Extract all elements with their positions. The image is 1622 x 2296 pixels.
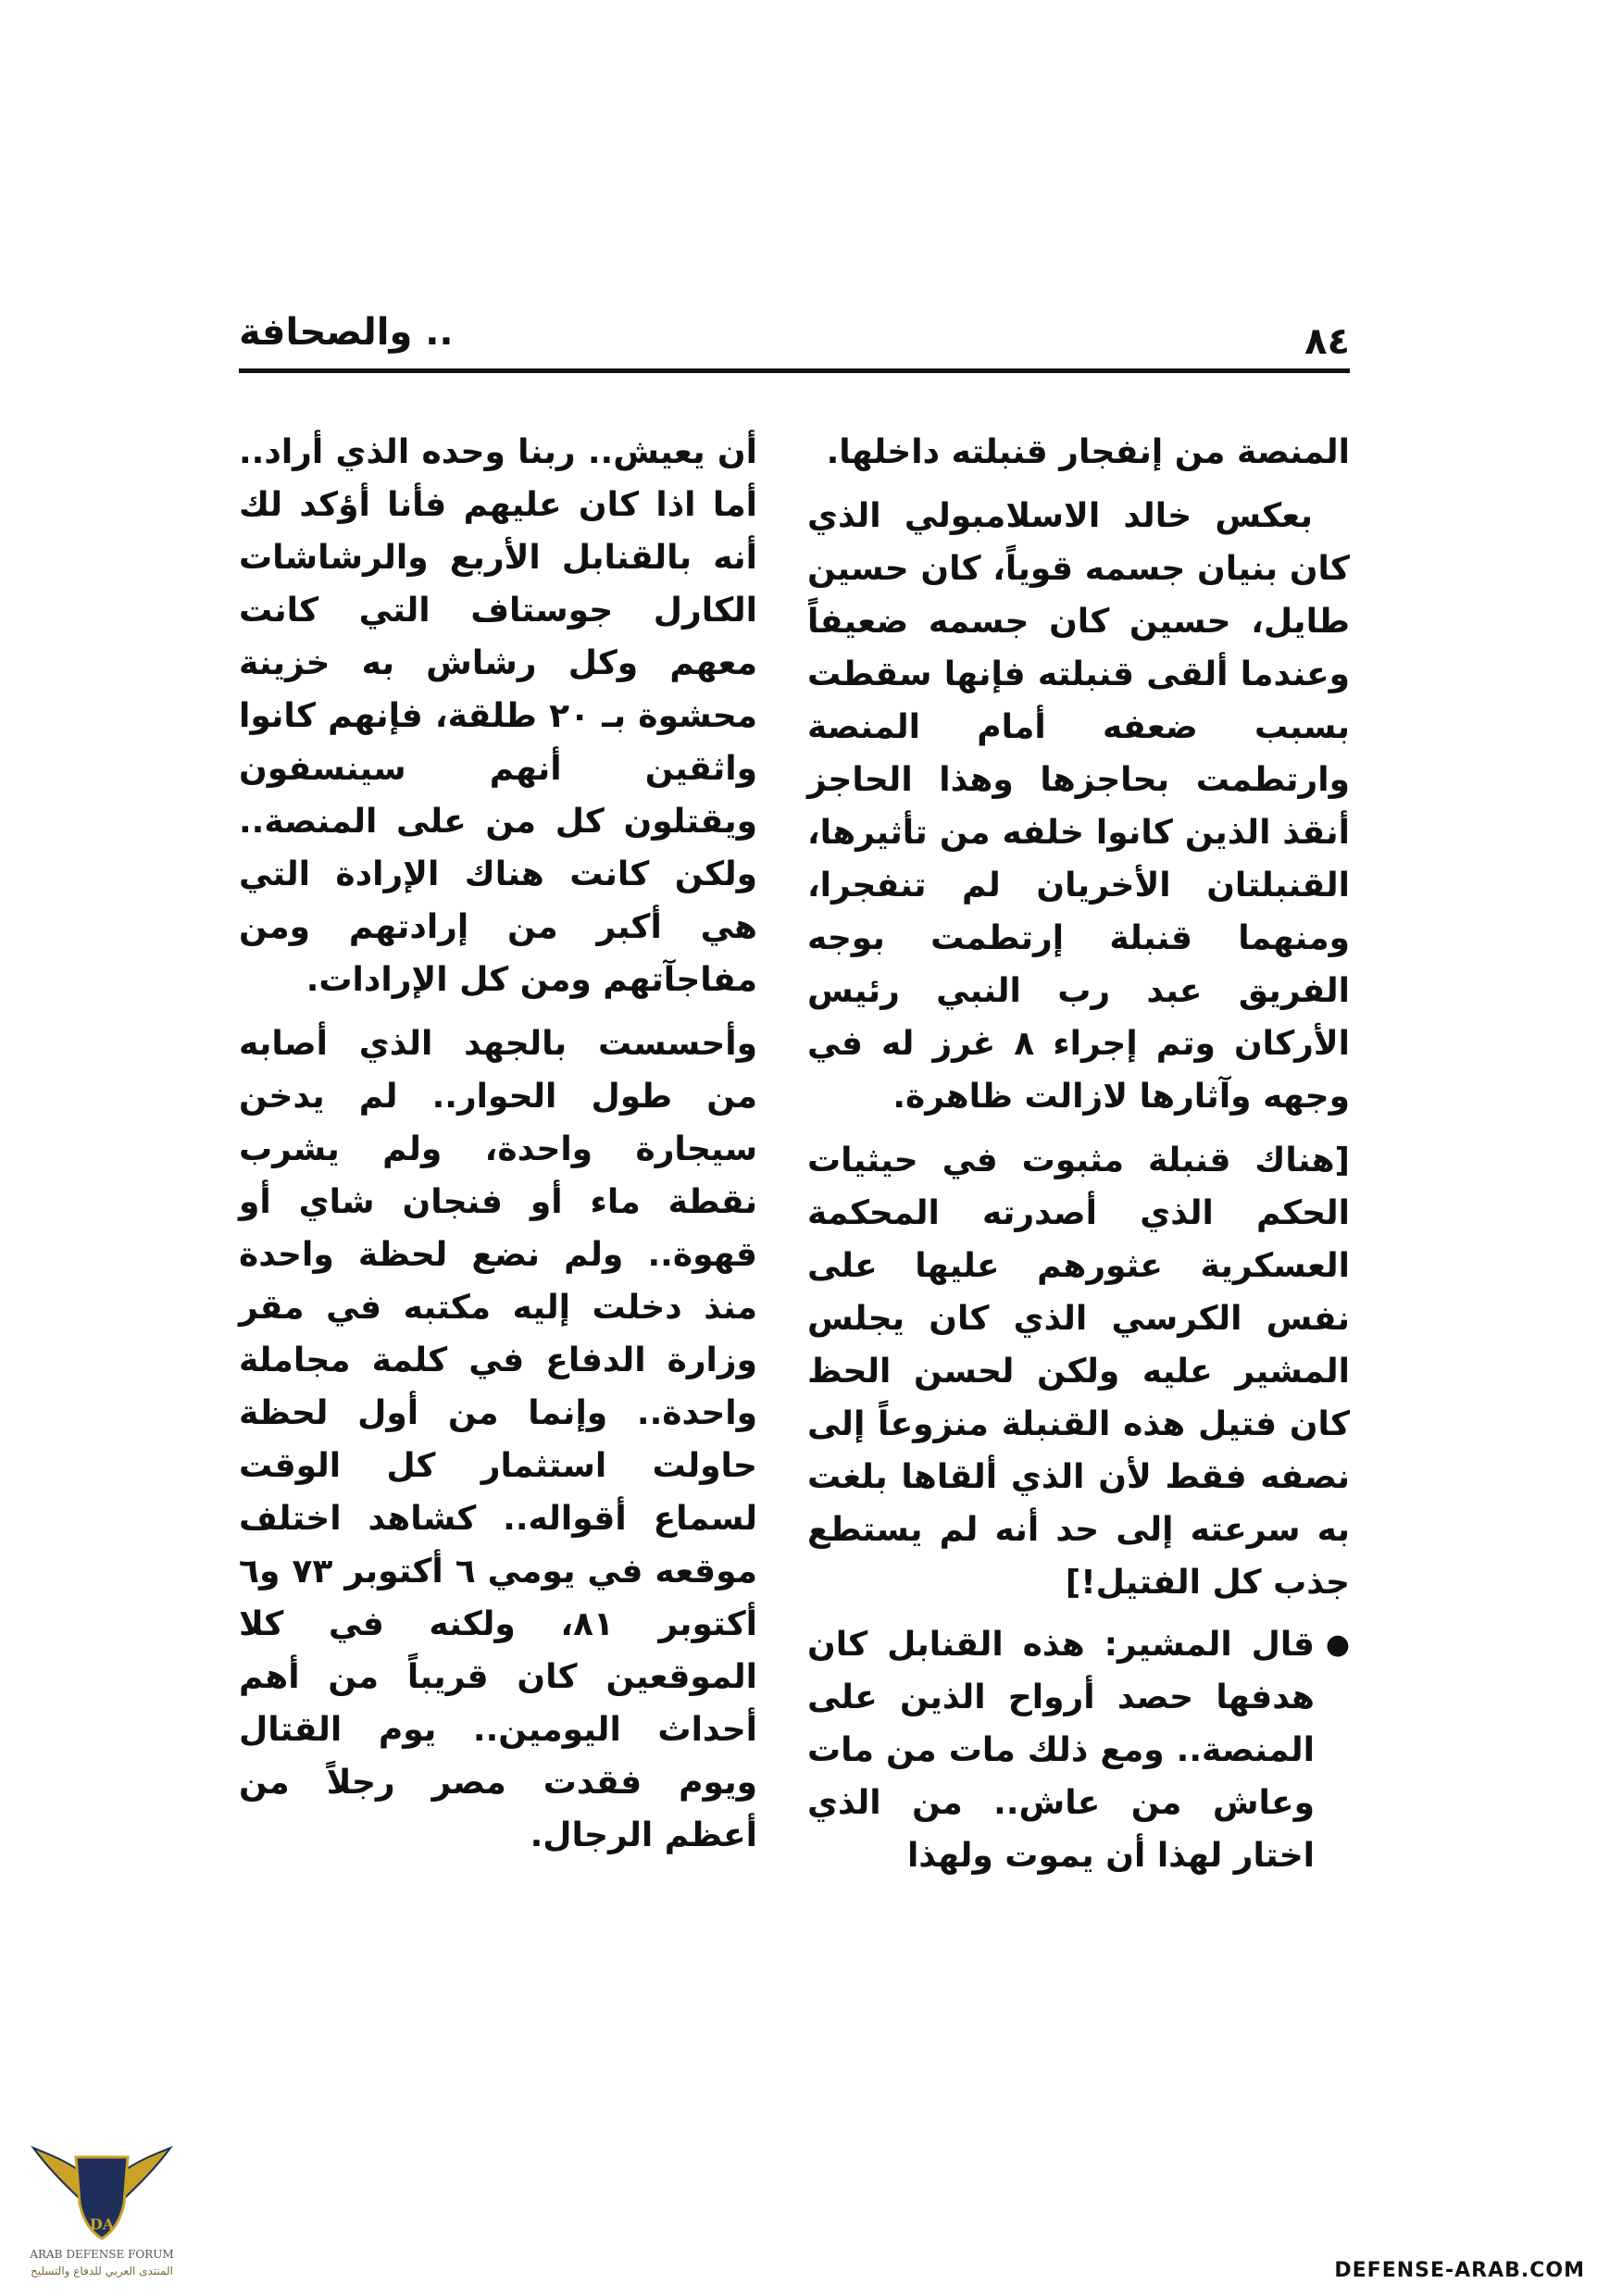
forum-name-arabic: المنتدى العربي للدفاع والتسليح — [31, 2265, 173, 2277]
forum-name: ARAB DEFENSE FORUM — [30, 2248, 174, 2261]
paragraph-continuation: المنصة من إنفجار قنبلته داخلها. — [826, 433, 1350, 471]
page-header — [239, 294, 1350, 378]
running-header-title: .. والصحافة — [239, 311, 454, 354]
paragraph-court-quote: [هناك قنبلة مثبوت في حيثيات الحكم الذي أصدرته المحكمة العسكرية عثورهم عليها على نفس الكرسي الذي كان يجلس المشير عليه ولكن لحسن الحظ كان فتيل هذه القنبلة منزوعاً إلى نصفه فقط لأن الذي ألقاها بلغت به سرعته إلى حد أنه لم يستطع جذب كل الفتيل!] — [807, 1142, 1350, 1602]
header-rule — [239, 368, 1350, 373]
bullet-icon: ● — [1325, 1628, 1350, 1661]
left-text-column — [239, 426, 757, 1873]
forum-logo-icon — [28, 2129, 176, 2287]
page-number: ٨٤ — [1304, 320, 1350, 363]
paragraph-marshal-said — [807, 1618, 1350, 1882]
paragraph-marshal-said-text: قال المشير: هذه القنابل كان هدفها حصد أرواح الذين على المنصة.. ومع ذلك مات من مات وعاش من عاش.. من الذي اختار لهذا أن يموت ولهذا — [807, 1626, 1315, 1875]
paragraph-islambouli: بعكس خالد الاسلامبولي الذي كان بنيان جسمه قوياً، كان حسين طايل، حسين كان جسمه ضعيفاً وعندما ألقى قنبلته فإنها سقطت بسبب ضعفه أمام المنصة وارتطمت بحاجزها وهذا الحاجز أنقذ الذين كانوا خلفه من تأثيرها، القنبلتان الأخريان لم تنفجرا، ومنهما قنبلة إرتطمت بوجه الفريق عبد رب النبي رئيس الأركان وتم إجراء ٨ غرز له في وجهه وآثارها لازالت ظاهرة. — [807, 497, 1350, 1116]
paragraph-interview: وأحسست بالجهد الذي أصابه من طول الحوار.. لم يدخن سيجارة واحدة، ولم يشرب نقطة ماء أو فنجان شاي أو قهوة.. ولم نضع لحظة واحدة منذ دخلت إليه مكتبه في مقر وزارة الدفاع في كلمة مجاملة واحدة.. وإنما من أول لحظة حاولت استثمار كل الوقت لسماع أقواله.. كشاهد اختلف موقعه في يومي ٦ أكتوبر ٧٣ و٦ أكتوبر ٨١، ولكنه في كلا الموقعين كان قريباً من أهم أحداث اليومين.. يوم القتال ويوم فقدت مصر رجلاً من أعظم الرجال. — [239, 1025, 757, 1854]
logo-letters: DA — [89, 2215, 115, 2233]
site-url: DEFENSE-ARAB.COM — [1334, 2259, 1585, 2282]
right-text-column — [807, 426, 1350, 1893]
paragraph-will: أن يعيش.. ربنا وحده الذي أراد.. أما اذا كان عليهم فأنا أؤكد لك أنه بالقنابل الأربع والرشاشات الكارل جوستاف التي كانت معهم وكل رشاش به خزينة محشوة بـ ٢٠ طلقة، فإنهم كانوا واثقين أنهم سينسفون ويقتلون كل من على المنصة.. ولكن كانت هناك الإرادة التي هي أكبر من إرادتهم ومن مفاجآتهم ومن كل الإرادات. — [239, 433, 757, 999]
